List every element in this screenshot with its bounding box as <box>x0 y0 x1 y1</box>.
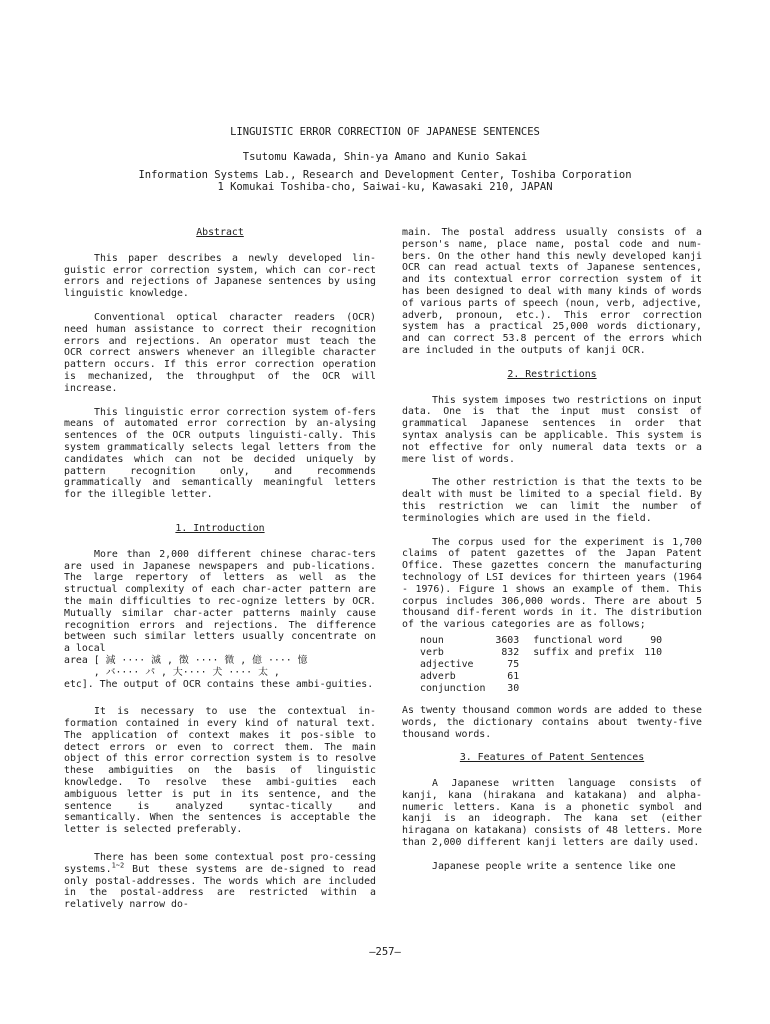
introduction-paragraph-3 <box>64 852 376 911</box>
category-name: suffix and prefix <box>533 646 635 658</box>
introduction-paragraph-1-end: etc]. The output of OCR contains these ambi-guities. <box>64 678 374 690</box>
table-row <box>420 683 676 695</box>
category-count <box>644 683 676 695</box>
category-name: noun <box>420 634 444 646</box>
category-count: 90 <box>650 634 663 646</box>
introduction-paragraph-1: More than 2,000 different chinese charac-ters are used in Japanese newspapers and pub-lications. The large repertory of letters as well as the structual complexity of each char-acter pattern are the main difficulties to rec-ognize letters by OCR. Mutually similar char-acter patterns mainly cause recognition errors and rejections. The difference between such similar letters usually concentrate on a local <box>64 548 376 655</box>
introduction-paragraph-3-start: There has been some contextual post pro-cessing systems. <box>64 852 376 875</box>
features-paragraph-1: A Japanese written language consists of kanji, kana (hirakana and katakana) and alpha-numeric letters. Kana is a phonetic symbol and kanji is an ideograph. The kana set (either hiragana on katakana) consists of 48 letters. More than 2,000 different kanji letters are daily used. <box>402 778 702 849</box>
abstract-heading: Abstract <box>196 227 244 238</box>
restrictions-paragraph-3: The corpus used for the experiment is 1,700 claims of patent gazettes of the Japan Patent Office. These gazettes concern the manufacturing technology of LSI devices for thirteen years (1964 - 1976). Figure 1 shows an example of them. This corpus includes 306,000 words. There are about 5 thousand dif-ferent words in it. The distribution of the various categories are as follows; <box>402 536 702 631</box>
left-column <box>64 227 376 923</box>
category-name: functional word <box>533 634 623 646</box>
category-name: conjunction <box>420 682 486 694</box>
category-name: adverb <box>420 670 456 682</box>
category-count <box>644 659 676 671</box>
affiliation-line-1: Information Systems Lab., Research and Development Center, Toshiba Corporation <box>138 169 632 181</box>
abstract-paragraph-3: This linguistic error correction system of-fers means of automated error correction by an-alysing sentences of the OCR outputs linguisti-cally. This system grammatically selects legal letters from the candidates which can not be decided uniquely by pattern recognition only, and recommends grammatically and semantically meaningful letters for the illegible letter. <box>64 406 376 501</box>
category-name <box>533 683 644 695</box>
features-paragraph-2: Japanese people write a sentence like one <box>432 860 676 872</box>
table-row <box>420 659 676 671</box>
category-count: 61 <box>507 670 520 682</box>
category-count: 832 <box>501 646 520 658</box>
category-name <box>533 671 644 683</box>
page-number: —257— <box>369 946 401 958</box>
category-name <box>533 659 644 671</box>
introduction-heading: 1. Introduction <box>175 522 265 534</box>
table-row <box>420 647 676 659</box>
paper-title: LINGUISTIC ERROR CORRECTION OF JAPANESE SENTENCES <box>230 126 540 138</box>
category-count: 75 <box>507 658 520 670</box>
category-name: adjective <box>420 658 474 670</box>
introduction-paragraph-3-rest: But these systems are de-signed to read only postal-addresses. The words which are included in the postal-address are restricted within a relatively narrow do- <box>64 863 376 911</box>
category-name: verb <box>420 646 444 658</box>
authors-line: Tsutomu Kawada, Shin-ya Amano and Kunio Sakai <box>242 151 528 163</box>
abstract-paragraph-1: This paper describes a newly developed lin-guistic error correction system, which can cor-rect errors and rejections of Japanese sentences by using linguistic knowledge. <box>64 252 376 300</box>
similar-character-examples-1: area [ 減 ···· 滅 , 徴 ···· 微 , 億 ···· 憶 <box>64 654 308 666</box>
table-row <box>420 671 676 683</box>
postal-address-paragraph: main. The postal address usually consists of a person's name, place name, postal code and num-bers. On the other hand this newly developed kanji OCR can read actual texts of Japanese sentences, and its contextual error correction system of it has been designed to deal with many kinds of words of various parts of speech (noun, verb, adjective, adverb, pronoun, etc.). This error correction system has a practical 25,000 words dictionary, and can correct 53.8 percent of the errors which are included in the outputs of kanji OCR. <box>402 227 702 356</box>
dictionary-size-paragraph: As twenty thousand common words are added to these words, the dictionary contains about twenty-five thousand words. <box>402 704 702 740</box>
table-row <box>420 635 676 647</box>
category-count: 110 <box>644 646 663 658</box>
abstract-paragraph-2: Conventional optical character readers (OCR) need human assistance to correct their recognition errors and rejections. An operator must teach the OCR correct answers whenever an illegible character pattern occurs. If this error correction operation is mechanized, the throughput of the OCR will increase. <box>64 311 376 394</box>
similar-character-examples-2: , バ···· パ , 大···· 犬 ···· 太 , <box>64 666 280 678</box>
restrictions-paragraph-2: The other restriction is that the texts to be dealt with must be limited to a special field. By this restriction we can limit the number of terminologies which are used in the field. <box>402 477 702 524</box>
affiliation-line-2: 1 Komukai Toshiba-cho, Saiwai-ku, Kawasaki 210, JAPAN <box>217 181 553 193</box>
restrictions-heading: 2. Restrictions <box>507 368 597 380</box>
category-count <box>644 671 676 683</box>
introduction-paragraph-2: It is necessary to use the contextual in-formation contained in every kind of natural text. The application of context makes it pos-sible to detect errors or even to correct them. The main object of this error correction system is to resolve these ambiguities on the basis of linguistic knowledge. To resolve these ambi-guities each ambiguous letter is put in its sentence, and the sentence is analyzed syntac-tically and semantically. When the sentences is acceptable the letter is selected preferably. <box>64 706 376 836</box>
restrictions-paragraph-1: This system imposes two restrictions on input data. One is that the input must consist of grammatical Japanese sentences in order that syntax analysis can be applicable. This system is not effective for only numeral data texts or a mere list of words. <box>402 394 702 465</box>
features-heading: 3. Features of Patent Sentences <box>459 752 645 764</box>
citation-reference: 1~2 <box>111 861 125 870</box>
category-count: 3603 <box>495 634 520 646</box>
right-column <box>402 227 702 885</box>
category-count: 30 <box>507 682 520 694</box>
word-category-table <box>420 635 676 695</box>
